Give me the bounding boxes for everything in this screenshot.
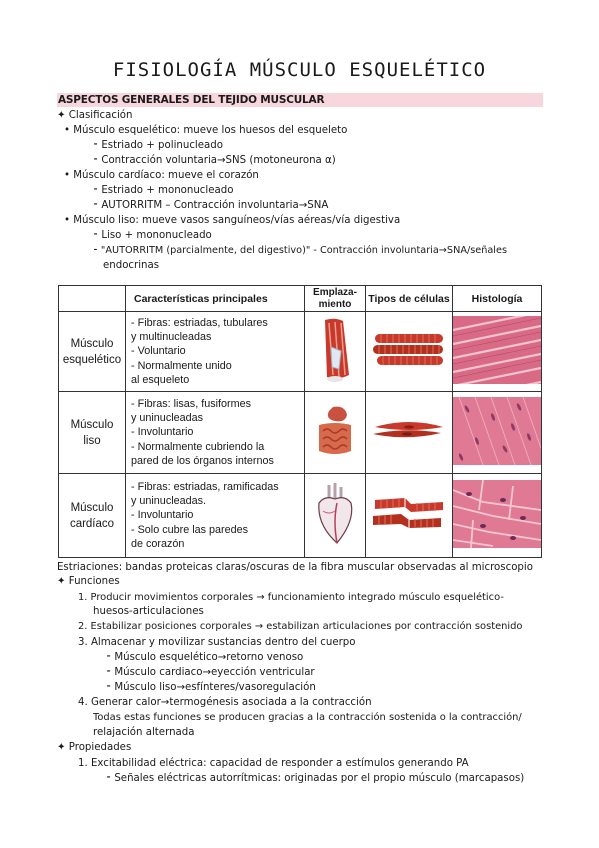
propiedades-heading: ✦ Propiedades [57,742,132,753]
feature-line: - Solo cubre las paredes [131,523,249,536]
histology-cell [453,312,542,392]
feature-line: - Involuntario [131,426,194,439]
cell-type-cell [366,392,453,474]
row-name-line: Músculo [70,337,114,350]
skeletal-cells-icon [371,330,447,370]
list-item: ⁃ "AUTORRITM (parcialmente, del digestivo)" - Contracción involuntaria→SNA/señales [93,245,507,256]
table-header-histologia: Histología [453,286,542,312]
feature-line: pared de los órganos internos [131,454,274,467]
smooth-cells-icon [371,419,447,443]
skeletal-muscle-location-icon [315,317,355,383]
row-features [126,312,305,392]
histology-cell [453,392,542,474]
header-text: miento [318,298,352,310]
table-header-row [59,286,542,312]
cell-type-cell [366,474,453,558]
list-item: • Músculo cardíaco: mueve el corazón [64,170,259,181]
list-item: ⁃ Estriado + mononucleado [93,185,234,196]
row-name-esqueletico [59,312,126,392]
list-item: • Músculo esquelético: mueve los huesos del esqueleto [64,125,348,136]
clasificacion-heading: ✦ Clasificación [57,110,133,121]
list-item: 2. Estabilizar posiciones corporales → estabilizan articulaciones por contracción sostenido [78,621,523,632]
list-item: relajación alternada [93,727,195,738]
list-item: • Músculo liso: mueve vasos sanguíneos/vías aéreas/vía digestiva [64,215,401,226]
row-features [126,474,305,558]
histology-cell [453,474,542,558]
feature-line: de corazón [131,537,185,550]
cell-type-cell [366,312,453,392]
feature-line: - Involuntario [131,509,194,522]
header-text: Emplaza- [313,286,357,298]
location-cell [305,474,366,558]
table-header-emplazamiento [305,286,366,312]
cardiac-cells-icon [371,494,447,534]
row-name-line: Músculo [70,501,114,514]
skeletal-histology-image [453,316,541,384]
list-item: 3. Almacenar y movilizar sustancias dentro del cuerpo [78,637,356,648]
list-item: huesos-articulaciones [93,606,204,617]
table-header-caracteristicas: Características principales [126,286,305,312]
table-header-tipos-celulas: Tipos de células [366,286,453,312]
heart-location-icon [313,481,357,547]
cardiac-histology-image [453,480,541,548]
row-name-line: Músculo [70,418,114,431]
list-item: ⁃ Liso + mononucleado [93,230,212,241]
feature-line: - Normalmente cubriendo la [131,440,265,453]
list-item: 4. Generar calor→termogénesis asociada a la contracción [78,697,372,708]
page-title: FISIOLOGÍA MÚSCULO ESQUELÉTICO [112,59,487,81]
section-header: ASPECTOS GENERALES DEL TEJIDO MUSCULAR [57,93,543,107]
funciones-heading: ✦ Funciones [57,576,120,587]
feature-line: - Fibras: lisas, fusiformes [131,397,251,410]
list-item: ⁃ Músculo cardiaco→eyección ventricular [106,667,315,678]
row-name-line: esquelético [62,353,122,366]
muscle-types-table [58,285,542,558]
row-name-cardiaco [59,474,126,558]
list-item: 1. Excitabilidad eléctrica: capacidad de responder a estímulos generando PA [78,758,469,769]
feature-line: - Fibras: estriadas, ramificadas [131,480,279,493]
list-item: 1. Producir movimientos corporales → funcionamiento integrado músculo esquelético- [78,592,504,603]
row-name-line: cardíaco [69,517,115,530]
location-cell [305,312,366,392]
list-item: endocrinas [103,260,160,271]
feature-line: y multinucleadas [131,331,212,344]
feature-line: y uninucleadas. [131,495,207,508]
feature-line: al esqueleto [131,373,190,386]
feature-line: - Voluntario [131,345,186,358]
list-item: Todas estas funciones se producen gracias a la contracción sostenida o la contracción/ [93,712,522,723]
list-item: ⁃ Músculo esquelético→retorno venoso [106,652,304,663]
list-item: ⁃ Músculo liso→esfínteres/vasoregulación [106,682,316,693]
list-item: ⁃ AUTORRITM – Contracción involuntaria→SNA [93,200,329,211]
location-cell [305,392,366,474]
table-row [59,474,542,558]
table-header-empty [59,286,126,312]
list-item: ⁃ Contracción voluntaria→SNS (motoneurona α) [93,155,336,166]
row-name-liso [59,392,126,474]
list-item: ⁃ Señales eléctricas autorrítmicas: originadas por el propio músculo (marcapasos) [106,773,525,784]
row-name-line: liso [83,434,101,447]
smooth-histology-image [453,397,541,465]
feature-line: - Normalmente unido [131,359,232,372]
feature-line: y uninucleadas [131,412,204,425]
row-features [126,392,305,474]
intestine-location-icon [311,403,359,459]
table-row [59,392,542,474]
estriaciones-note: Estriaciones: bandas proteicas claras/oscuras de la fibra muscular observadas al microscopio [57,562,533,573]
feature-line: - Fibras: estriadas, tubulares [131,316,268,329]
list-item: ⁃ Estriado + polinucleado [93,140,223,151]
table-row [59,312,542,392]
